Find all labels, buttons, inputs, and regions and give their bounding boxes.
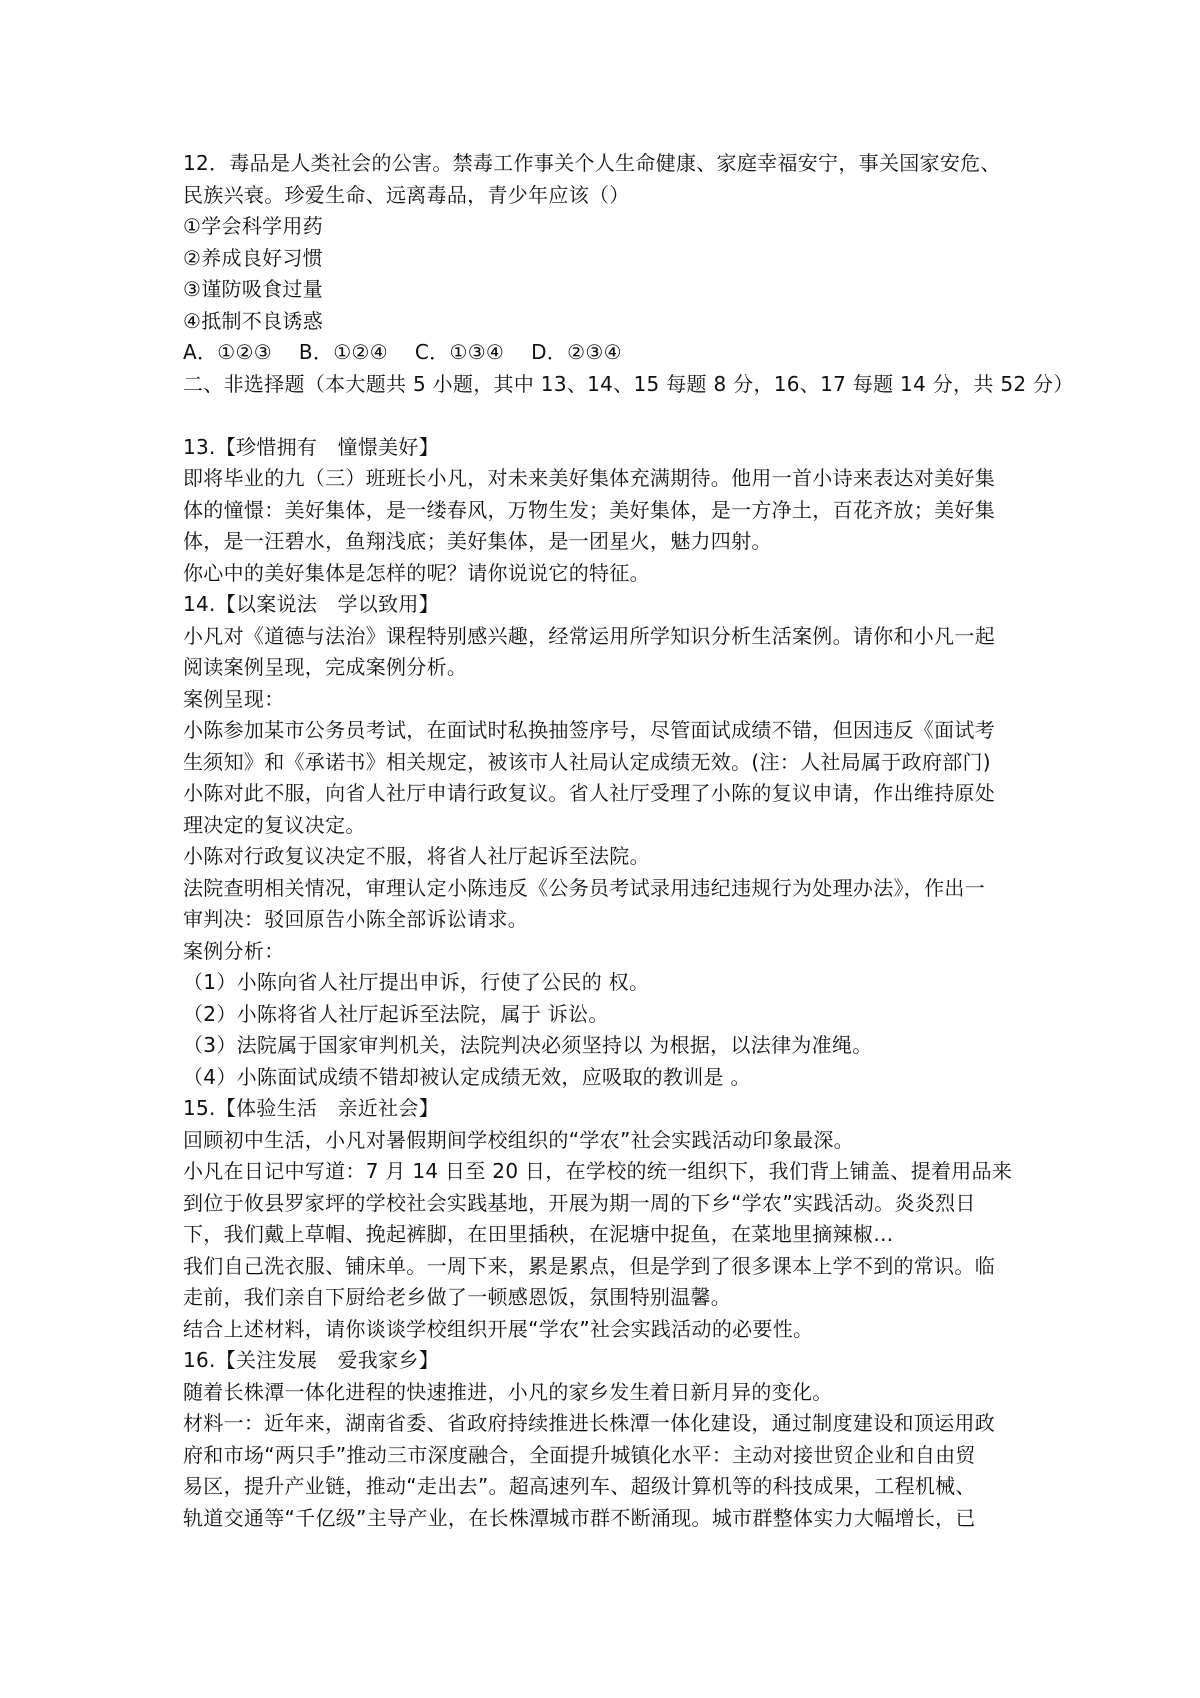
text-line: 二、非选择题（本大题共 5 小题，其中 13、14、15 每题 8 分，16、17 每题 14 分，共 52 分） [183, 371, 1074, 396]
text-line: 即将毕业的九（三）班班长小凡，对未来美好集体充满期待。他用一首小诗来表达对美好集 [183, 466, 995, 490]
text-line: 小凡对《道德与法治》课程特别感兴趣，经常运用所学知识分析生活案例。请你和小凡一起 [183, 623, 995, 648]
text-line: （2）小陈将省人社厅起诉至法院，属于 诉讼。 [183, 1001, 609, 1026]
text-line: 轨道交通等“千亿级”主导产业，在长株潭城市群不断涌现。城市群整体实力大幅增长，已 [183, 1505, 976, 1530]
text-line: A．①②③ B．①②④ C．①③④ D．②③④ [183, 340, 622, 364]
text-line: 小陈对行政复议决定不服，将省人社厅起诉至法院。 [183, 844, 650, 868]
text-line: 14.【以案说法 学以致用】 [183, 592, 440, 616]
text-line: 随着长株潭一体化进程的快速推进，小凡的家乡发生着日新月异的变化。 [183, 1379, 833, 1404]
text-line: 下，我们戴上草帽、挽起裤脚，在田里插秧，在泥塘中捉鱼，在菜地里摘辣椒… [183, 1222, 894, 1246]
text-line: 法院查明相关情况，审理认定小陈违反《公务员考试录用违纪违规行为处理办法》，作出一 [183, 875, 985, 900]
text-line: 案例呈现： [183, 686, 285, 711]
text-line: ④抵制不良诱惑 [183, 308, 324, 333]
text-line: 16.【关注发展 爱我家乡】 [183, 1348, 440, 1372]
text-line: 府和市场“两只手”推动三市深度融合，全面提升城镇化水平：主动对接世贸企业和自由贸 [183, 1442, 976, 1467]
text-line: 到位于攸县罗家坪的学校社会实践基地，开展为期一周的下乡“学农”实践活动。炎炎烈日 [183, 1190, 976, 1215]
text-line: 体的憧憬：美好集体，是一缕春风，万物生发；美好集体，是一方净土，百花齐放；美好集 [183, 497, 995, 522]
text-line: 结合上述材料，请你谈谈学校组织开展“学农”社会实践活动的必要性。 [183, 1316, 814, 1341]
text-line: 案例分析： [183, 938, 285, 963]
text-line: 阅读案例呈现，完成案例分析。 [183, 655, 468, 679]
text-line: ②养成良好习惯 [183, 245, 324, 270]
text-line: 材料一：近年来，湖南省委、省政府持续推进长株潭一体化建设，通过制度建设和顶运用政 [183, 1411, 995, 1435]
text-line: 易区，提升产业链，推动“走出去”。超高速列车、超级计算机等的科技成果，工程机械、 [183, 1474, 976, 1498]
text-line: 12．毒品是人类社会的公害。禁毒工作事关个人生命健康、家庭幸福安宁，事关国家安危、 [183, 151, 1001, 175]
text-line: 理决定的复议决定。 [183, 812, 366, 837]
text-line: 小陈对此不服，向省人社厅申请行政复议。省人社厅受理了小陈的复议申请，作出维持原处 [183, 781, 995, 805]
text-line: （3）法院属于国家审判机关，法院判决必须坚持以 为根据，以法律为准绳。 [183, 1033, 873, 1057]
text-line: 小凡在日记中写道：7 月 14 日至 20 日，在学校的统一组织下，我们背上铺盖、提着用品来 [183, 1159, 1013, 1183]
text-line: ③谨防吸食过量 [183, 277, 324, 301]
text-line: 回顾初中生活，小凡对暑假期间学校组织的“学农”社会实践活动印象最深。 [183, 1127, 854, 1152]
text-line: （4）小陈面试成绩不错却被认定成绩无效，应吸取的教训是 。 [183, 1064, 751, 1089]
text-line: 生须知》和《承诺书》相关规定，被该市人社局认定成绩无效。(注：人社局属于政府部门) [183, 749, 991, 774]
text-line: 15.【体验生活 亲近社会】 [183, 1096, 440, 1120]
text-line: 民族兴衰。珍爱生命、远离毒品，青少年应该（） [183, 182, 630, 207]
text-line [183, 400, 1033, 432]
text-line: 体，是一汪碧水，鱼翔浅底；美好集体，是一团星火，魅力四射。 [183, 529, 772, 553]
text-line: （1）小陈向省人社厅提出申诉，行使了公民的 权。 [183, 970, 650, 994]
text-line: 走前，我们亲自下厨给老乡做了一顿感恩饭，氛围特别温馨。 [183, 1285, 732, 1309]
text-line: 审判决：驳回原告小陈全部诉讼请求。 [183, 907, 529, 931]
text-line: 小陈参加某市公务员考试，在面试时私换抽签序号，尽管面试成绩不错，但因违反《面试考 [183, 718, 995, 742]
text-line: ①学会科学用药 [183, 214, 324, 238]
text-line: 我们自己洗衣服、铺床单。一周下来，累是累点，但是学到了很多课本上学不到的常识。临 [183, 1253, 995, 1278]
text-line: 你心中的美好集体是怎样的呢？请你说说它的特征。 [183, 560, 650, 585]
text-line: 13.【珍惜拥有 憧憬美好】 [183, 434, 440, 459]
exam-page [183, 148, 1074, 1534]
